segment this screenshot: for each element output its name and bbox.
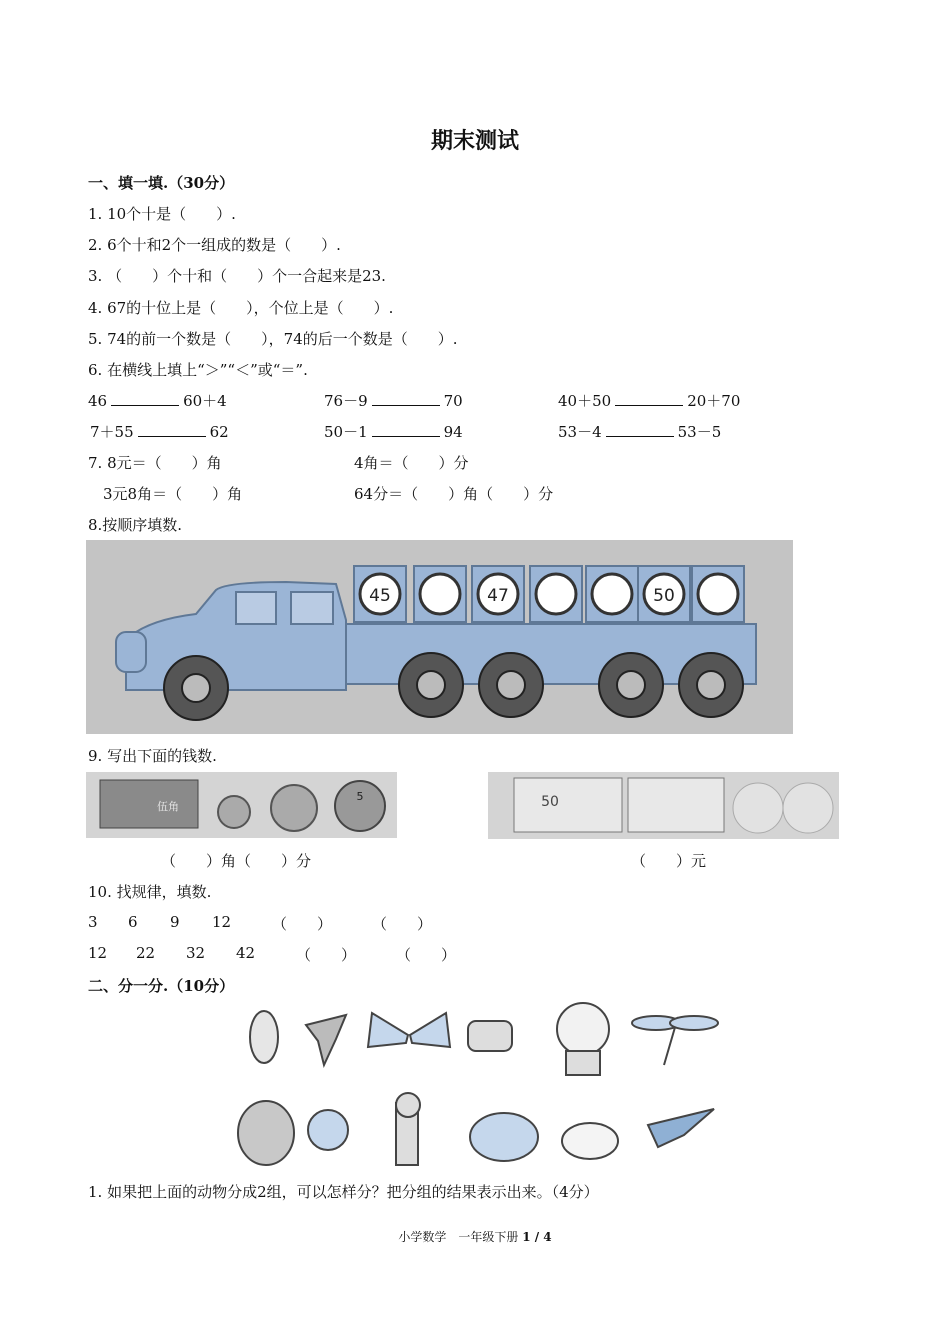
question-7c: 3元8角＝（ ）角 <box>103 485 243 503</box>
question-1: 1. 10个十是（ ）. <box>88 205 236 223</box>
gift-box <box>530 566 582 622</box>
section-2-heading: 二、分一分.（10分） <box>88 977 235 995</box>
gift-box <box>586 566 638 622</box>
sequence-cell: 22 <box>136 944 156 962</box>
sequence-cell: 32 <box>186 944 206 962</box>
compare-item: 7＋55 62 <box>90 423 229 441</box>
swan-icon <box>562 1123 618 1159</box>
sequence-cell: 3 <box>88 913 98 931</box>
gift-box <box>354 566 406 622</box>
sequence-cell: 42 <box>236 944 256 962</box>
gift-box <box>472 566 524 622</box>
compare-item: 53－4 53－5 <box>558 423 722 441</box>
butterfly-icon <box>368 1013 450 1047</box>
bird-icon <box>308 1110 348 1150</box>
answer-blank[interactable] <box>111 391 179 406</box>
coin-icon <box>218 796 250 828</box>
answer-blank[interactable] <box>372 422 440 437</box>
question-8: 8.按顺序填数. <box>88 516 183 534</box>
question-9-answer-left: （ ）角（ ）分 <box>161 852 312 870</box>
section-2-question-1: 1. 如果把上面的动物分成2组，可以怎样分？把分组的结果表示出来。（4分） <box>88 1183 599 1201</box>
answer-blank[interactable] <box>606 422 674 437</box>
crane-icon <box>306 1015 346 1065</box>
question-5: 5. 74的前一个数是（ ），74的后一个数是（ ）. <box>88 330 458 348</box>
question-9-answer-right: （ ）元 <box>631 852 707 870</box>
answer-blank[interactable] <box>138 422 206 437</box>
section-1-heading: 一、填一填.（30分） <box>88 174 235 192</box>
question-9: 9. 写出下面的钱数. <box>88 747 217 765</box>
question-3: 3. （ ）个十和（ ）个一合起来是23. <box>88 267 386 285</box>
coin-icon <box>271 785 317 831</box>
coin-label: 5 <box>356 790 364 803</box>
banknote-icon <box>628 778 724 832</box>
compare-item: 40＋50 20＋70 <box>558 392 741 410</box>
banknote-icon <box>514 778 622 832</box>
compare-item: 46 60＋4 <box>88 392 227 410</box>
money-photo-right <box>488 772 839 839</box>
sequence-blank[interactable]: （ ） <box>296 946 357 964</box>
answer-blank[interactable] <box>372 391 440 406</box>
question-6: 6. 在横线上填上“＞”“＜”或“＝”. <box>88 361 308 379</box>
page-footer <box>0 1228 950 1245</box>
question-2: 2. 6个十和2个一组成的数是（ ）. <box>88 236 341 254</box>
swallow-icon <box>648 1109 714 1147</box>
compare-item: 50－1 94 <box>324 423 463 441</box>
coin-icon <box>335 781 385 831</box>
question-4: 4. 67的十位上是（ ），个位上是（ ）. <box>88 299 394 317</box>
coin-icon <box>783 783 833 833</box>
gift-box <box>692 566 744 622</box>
sequence-blank[interactable]: （ ） <box>396 946 457 964</box>
page-number: 1 / 4 <box>522 1230 552 1244</box>
number-label: 45 <box>369 586 391 606</box>
cicada-icon <box>250 1011 278 1063</box>
bill-label: 伍角 <box>157 800 179 813</box>
gift-box <box>638 566 690 622</box>
compare-item: 76－9 70 <box>324 392 463 410</box>
cat-icon <box>557 1003 609 1075</box>
dragonfly-icon <box>632 1016 718 1065</box>
sequence-cell: 12 <box>88 944 108 962</box>
number-label: 47 <box>487 586 509 606</box>
question-10: 10. 找规律，填数. <box>88 883 212 901</box>
question-7a: 7. 8元＝（ ）角 <box>88 454 222 472</box>
zebra-icon <box>468 1021 512 1051</box>
money-photo-left <box>86 772 397 838</box>
sequence-cell: 9 <box>170 913 180 931</box>
truck-illustration <box>86 540 793 734</box>
sequence-blank[interactable]: （ ） <box>372 915 433 933</box>
coin-icon <box>733 783 783 833</box>
sequence-blank[interactable]: （ ） <box>272 915 333 933</box>
sequence-cell: 6 <box>128 913 138 931</box>
number-label: 50 <box>653 586 675 606</box>
squirrel-icon <box>238 1101 294 1165</box>
question-7d: 64分＝（ ）角（ ）分 <box>354 485 554 503</box>
sequence-cell: 12 <box>212 913 232 931</box>
turtle-icon <box>470 1113 538 1161</box>
page-title: 期末测试 <box>430 128 519 154</box>
gift-box <box>414 566 466 622</box>
animals-illustration <box>228 995 722 1175</box>
footer-subject: 小学数学 一年级下册 <box>398 1230 519 1244</box>
answer-blank[interactable] <box>615 391 683 406</box>
banknote-label: 50 <box>541 794 559 810</box>
question-7b: 4角＝（ ）分 <box>354 454 469 472</box>
giraffe-icon <box>396 1093 420 1165</box>
